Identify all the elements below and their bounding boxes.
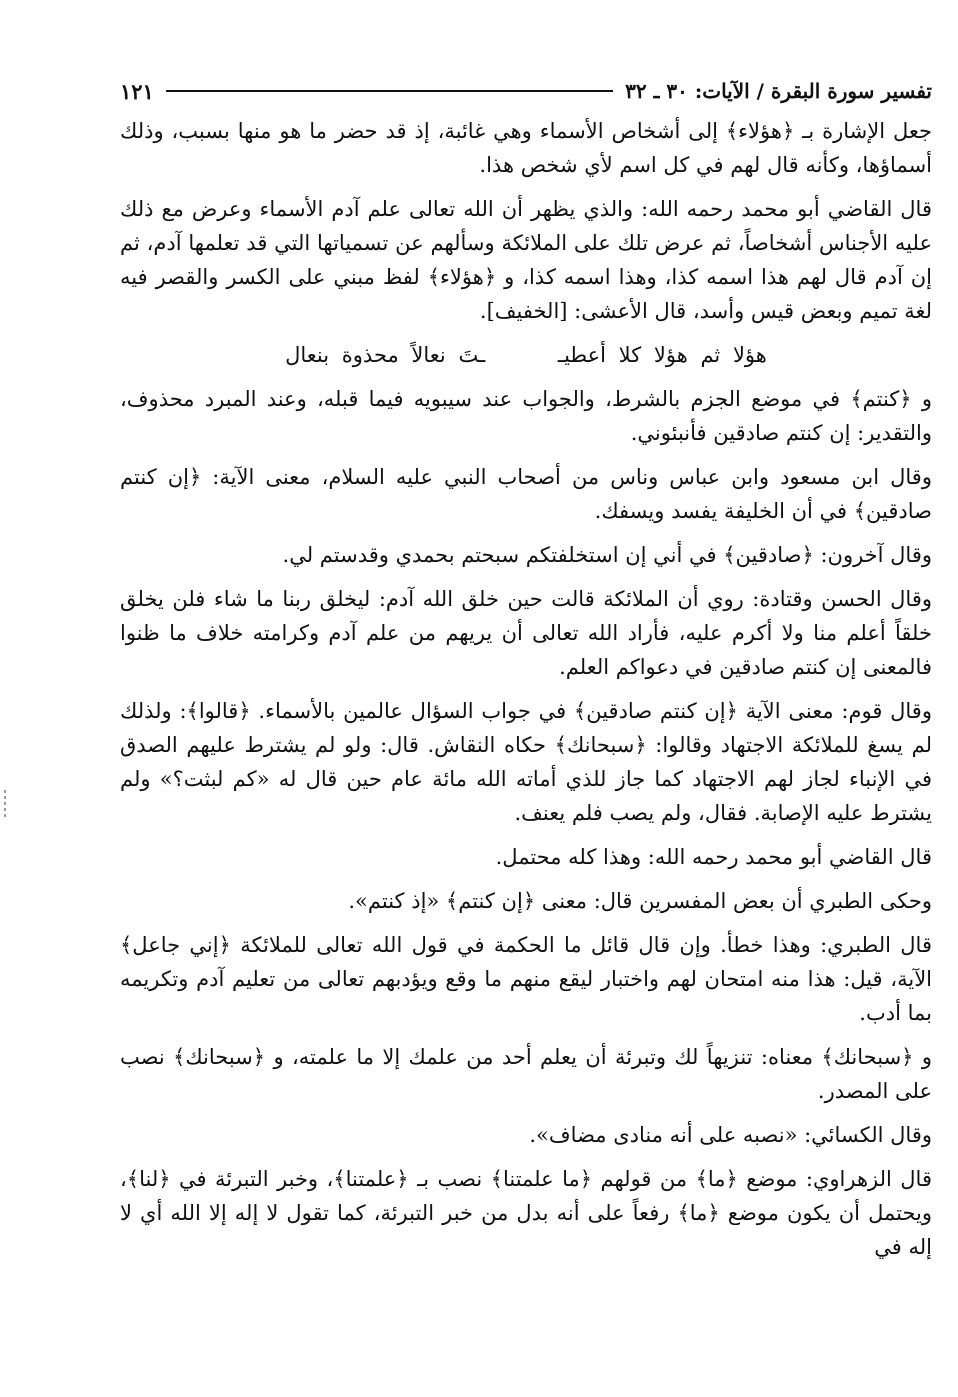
paragraph-6: وقال الحسن وقتادة: روي أن الملائكة قالت حين خلق الله آدم: ليخلق ربنا ما شاء فلن يخلق خلقاً أعلم منا ولا أكرم عليه، فأراد الله تعالى أن يريهم من علم آدم وكرامته خلاف ما ظنوا فالمعنى إن كنتم صادقين في دعواكم العلم. bbox=[120, 587, 932, 679]
verse-hemistich-1: هؤلا ثم هؤلا كلا أعطيـ bbox=[557, 343, 767, 367]
poetry-verse bbox=[120, 338, 932, 372]
paragraph-4: وقال ابن مسعود وابن عباس وناس من أصحاب النبي عليه السلام، معنى الآية: ﴿إن كنتم صادقين﴾ في أن الخليفة يفسد ويسفك. bbox=[120, 465, 932, 523]
paragraph-8: قال القاضي أبو محمد رحمه الله: وهذا كله محتمل. bbox=[495, 845, 932, 869]
running-header bbox=[120, 74, 932, 108]
paragraph-11: و ﴿سبحانك﴾ معناه: تنزيهاً لك وتبرئة أن يعلم أحد من علمك إلا ما علمته، و ﴿سبحانك﴾ نصب على المصدر. bbox=[120, 1045, 932, 1103]
header-title: تفسير سورة البقرة / الآيات: ٣٠ ـ ٣٢ bbox=[625, 79, 932, 103]
paragraph-3: و ﴿كنتم﴾ في موضع الجزم بالشرط، والجواب عند سيبويه فيما قبله، وعند المبرد محذوف، والتقدير: إن كنتم صادقين فأنبئوني. bbox=[120, 387, 932, 445]
paragraph-5: وقال آخرون: ﴿صادقين﴾ في أني إن استخلفتكم سبحتم بحمدي وقدستم لي. bbox=[282, 543, 932, 567]
paragraph-2: قال القاضي أبو محمد رحمه الله: والذي يظهر أن الله تعالى علم آدم الأسماء وعرض مع ذلك عليه الأجناس أشخاصاً، ثم عرض تلك على الملائكة وسألهم عن تسمياتها التي قد تعلمها آدم، ثم إن آدم قال لهم هذا اسمه كذا، وهذا اسمه كذا، و ﴿هؤلاء﴾ لفظ مبني على الكسر والقصر فيه لغة تميم وبعض قيس وأسد، قال الأعشى: [الخفيف]. bbox=[120, 197, 932, 323]
verse-hemistich-2: ـتَ نعالاً محذوة بنعال bbox=[285, 343, 486, 367]
page-body bbox=[120, 114, 932, 1274]
paragraph-12: وقال الكسائي: «نصبه على أنه منادى مضاف». bbox=[529, 1123, 932, 1147]
paragraph-9: وحكى الطبري أن بعض المفسرين قال: معنى ﴿إن كنتم﴾ «إذ كنتم». bbox=[348, 889, 932, 913]
header-rule bbox=[166, 90, 613, 92]
paragraph-10: قال الطبري: وهذا خطأ. وإن قال قائل ما الحكمة في قول الله تعالى للملائكة ﴿إني جاعل﴾ الآية، قيل: هذا منه امتحان لهم واختبار ليقع منهم ما وقع ويؤدبهم تعالى من تعليم آدم وتكريمه بما أدب. bbox=[120, 933, 932, 1025]
paragraph-7: وقال قوم: معنى الآية ﴿إن كنتم صادقين﴾ في جواب السؤال عالمين بالأسماء. ﴿قالوا﴾: ولذلك لم يسغ للملائكة الاجتهاد وقالوا: ﴿سبحانك﴾ حكاه النقاش. قال: ولو لم يشترط عليهم الصدق في الإنباء لجاز لهم الاجتهاد كما جاز للذي أماته الله مائة عام حين قال له «كم لبثت؟» ولم يشترط عليه الإصابة. فقال، ولم يصب فلم يعنف. bbox=[120, 699, 932, 825]
scan-margin-mark bbox=[4, 790, 6, 820]
paragraph-1: جعل الإشارة بـ ﴿هؤلاء﴾ إلى أشخاص الأسماء وهي غائبة، إذ قد حضر ما هو منها بسبب، وذلك أسماؤها، وكأنه قال لهم في كل اسم لأي شخص هذا. bbox=[120, 119, 932, 177]
paragraph-13: قال الزهراوي: موضع ﴿ما﴾ من قولهم ﴿ما علمتنا﴾ نصب بـ ﴿علمتنا﴾، وخبر التبرئة في ﴿لنا﴾، ويحتمل أن يكون موضع ﴿ما﴾ رفعاً على أنه بدل من خبر التبرئة، كما تقول لا إله إلا الله أي لا إله في bbox=[120, 1167, 932, 1259]
page-number: ١٢١ bbox=[120, 78, 154, 104]
